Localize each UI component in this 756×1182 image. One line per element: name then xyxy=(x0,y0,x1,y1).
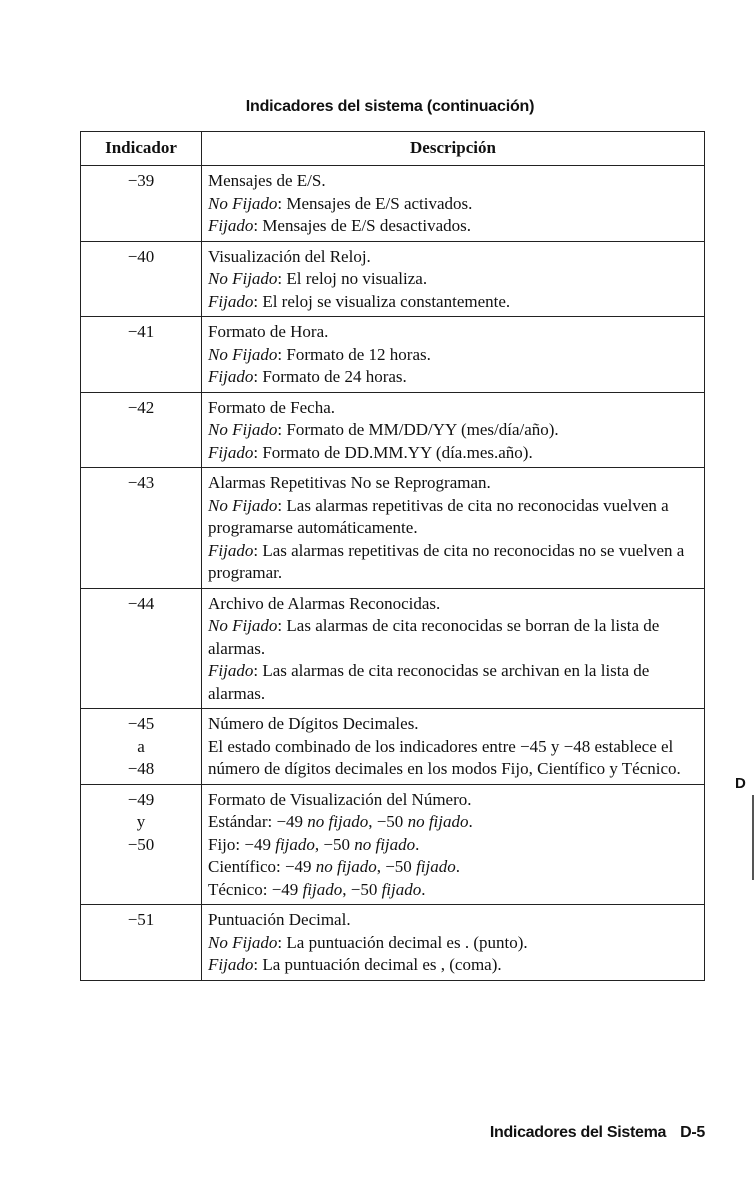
flag-state-label: Fijado xyxy=(208,661,254,680)
flag-state-label: No Fijado xyxy=(208,344,278,364)
flag-state-label: No Fijado xyxy=(208,420,278,439)
table-row xyxy=(81,784,705,905)
flag-state-text: fijado xyxy=(302,879,343,899)
flag-state-text: no fijado xyxy=(354,834,416,854)
description-line xyxy=(208,268,698,291)
flag-state-text: no fijado xyxy=(407,812,469,831)
description-line xyxy=(208,397,698,420)
indicator-cell xyxy=(81,468,202,589)
description-text: : El reloj no visualiza. xyxy=(277,269,428,288)
description-line xyxy=(208,879,698,902)
description-text: : Formato de 24 horas. xyxy=(253,367,407,386)
description-cell xyxy=(202,317,705,393)
table-row xyxy=(81,317,705,393)
description-line xyxy=(208,215,698,238)
description-line xyxy=(208,472,698,495)
indicator-value: −40 xyxy=(127,246,155,266)
indicator-cell xyxy=(81,241,202,317)
description-line xyxy=(208,193,698,216)
description-text: : Las alarmas de cita reconocidas se archivan en la lista de alarmas. xyxy=(208,661,650,703)
flag-state-label: No Fijado xyxy=(208,495,278,515)
description-text: : Las alarmas de cita reconocidas se borran de la lista de alarmas. xyxy=(208,616,660,658)
indicator-value: −42 xyxy=(127,397,155,417)
page-footer xyxy=(490,1124,705,1142)
description-cell xyxy=(202,905,705,981)
section-tab-rule xyxy=(752,795,754,880)
indicator-value: −49 xyxy=(127,789,155,809)
table-row xyxy=(81,905,705,981)
description-cell xyxy=(202,166,705,242)
header-indicator: Indicador xyxy=(81,132,202,166)
flag-state-label: Fijado xyxy=(208,367,254,386)
description-line xyxy=(208,660,698,705)
description-line xyxy=(208,419,698,442)
description-line xyxy=(208,291,698,314)
description-line xyxy=(208,321,698,344)
indicator-value: −43 xyxy=(127,473,155,492)
description-line xyxy=(208,540,698,585)
system-flags-table xyxy=(80,131,705,981)
indicator-cell xyxy=(81,588,202,709)
description-line xyxy=(208,932,698,955)
description-cell xyxy=(202,392,705,468)
flag-state-label: No Fijado xyxy=(208,932,278,952)
footer-section-title: Indicadores del Sistema xyxy=(489,1124,667,1141)
flag-state-text: fijado xyxy=(275,834,315,854)
description-line xyxy=(208,442,698,465)
description-line xyxy=(208,170,698,193)
description-text: Mensajes de E/S. xyxy=(208,171,326,190)
flag-state-text: fijado xyxy=(416,857,456,876)
indicator-value: −41 xyxy=(127,322,155,341)
description-cell xyxy=(202,241,705,317)
flag-state-text: no fijado xyxy=(315,857,377,876)
indicator-cell xyxy=(81,709,202,785)
flag-state-label: Fijado xyxy=(208,540,254,560)
description-text: . xyxy=(468,812,473,831)
flag-state-label: No Fijado xyxy=(208,193,278,213)
table-caption: Indicadores del sistema (continuación) xyxy=(245,98,535,115)
description-line xyxy=(208,366,698,389)
indicator-value: −45 xyxy=(127,714,155,733)
description-text: : Formato de DD.MM.YY (día.mes.año). xyxy=(253,442,533,462)
description-cell xyxy=(202,784,705,905)
indicator-cell xyxy=(81,166,202,242)
description-text: : La puntuación decimal es . (punto). xyxy=(277,932,528,952)
description-text: Formato de Visualización del Número. xyxy=(208,789,472,809)
description-text: , −50 xyxy=(376,857,417,876)
description-line xyxy=(208,615,698,660)
description-text: Puntuación Decimal. xyxy=(208,910,351,929)
description-line xyxy=(208,736,698,781)
description-line xyxy=(208,593,698,616)
description-line xyxy=(208,856,698,879)
description-line xyxy=(208,811,698,834)
flag-state-text: fijado xyxy=(381,879,422,899)
description-text: , −50 xyxy=(368,812,408,831)
flag-state-label: Fijado xyxy=(208,955,254,974)
flag-state-text: no fijado xyxy=(307,812,369,831)
indicator-cell xyxy=(81,905,202,981)
description-text: , −50 xyxy=(342,879,382,899)
description-text: , −50 xyxy=(314,834,355,854)
description-line xyxy=(208,246,698,269)
description-text: Alarmas Repetitivas No se Reprograman. xyxy=(208,473,491,492)
table-body xyxy=(81,166,705,981)
description-text: Estándar: −49 xyxy=(208,812,308,831)
description-text: : Formato de MM/DD/YY (mes/día/año). xyxy=(277,420,559,439)
description-cell xyxy=(202,588,705,709)
indicator-value: −44 xyxy=(127,593,155,613)
description-cell xyxy=(202,709,705,785)
description-text: : Las alarmas repetitivas de cita no reconocidas no se vuelven a programar. xyxy=(208,540,685,582)
section-tab: D xyxy=(735,775,746,792)
description-line xyxy=(208,713,698,736)
description-text: El estado combinado de los indicadores entre −45 y −48 establece el número de dígitos decimales en los modos Fijo, Científico y Técnico. xyxy=(208,736,681,778)
description-line xyxy=(208,789,698,812)
description-line xyxy=(208,954,698,977)
flag-state-label: Fijado xyxy=(208,291,254,311)
description-text: : El reloj se visualiza constantemente. xyxy=(253,291,511,311)
description-text: . xyxy=(421,879,426,899)
description-line xyxy=(208,495,698,540)
description-line xyxy=(208,909,698,932)
description-text: Número de Dígitos Decimales. xyxy=(208,714,419,733)
indicator-value: a xyxy=(137,736,145,756)
description-line xyxy=(208,834,698,857)
description-text: Archivo de Alarmas Reconocidas. xyxy=(208,593,441,613)
description-text: Visualización del Reloj. xyxy=(208,246,371,266)
table-row xyxy=(81,166,705,242)
header-description: Descripción xyxy=(202,132,705,166)
table-row xyxy=(81,468,705,589)
description-text: : Mensajes de E/S desactivados. xyxy=(253,216,471,235)
description-text: : Mensajes de E/S activados. xyxy=(277,193,473,213)
table-row xyxy=(81,709,705,785)
flag-state-label: Fijado xyxy=(208,216,254,235)
table-row xyxy=(81,241,705,317)
description-text: Fijo: −49 xyxy=(208,834,276,854)
table-row xyxy=(81,392,705,468)
description-text: : Las alarmas repetitivas de cita no reconocidas vuelven a programarse automáticamente. xyxy=(208,495,669,537)
description-text: Formato de Hora. xyxy=(208,322,329,341)
description-text: Científico: −49 xyxy=(208,857,316,876)
description-text: : La puntuación decimal es , (coma). xyxy=(253,955,502,974)
flag-state-label: No Fijado xyxy=(208,616,278,635)
indicator-value: −39 xyxy=(127,171,155,190)
indicator-value: y xyxy=(136,812,146,831)
description-cell xyxy=(202,468,705,589)
page-number: D-5 xyxy=(680,1124,705,1141)
flag-state-label: Fijado xyxy=(208,442,254,462)
description-line xyxy=(208,344,698,367)
description-text: . xyxy=(455,857,460,876)
indicator-cell xyxy=(81,317,202,393)
indicator-value: −48 xyxy=(127,759,155,778)
indicator-cell xyxy=(81,392,202,468)
indicator-cell xyxy=(81,784,202,905)
description-text: Formato de Fecha. xyxy=(208,397,335,417)
description-text: Técnico: −49 xyxy=(208,879,303,899)
indicator-value: −51 xyxy=(127,910,155,929)
indicator-value: −50 xyxy=(127,834,155,854)
description-text: : Formato de 12 horas. xyxy=(277,344,431,364)
table-row xyxy=(81,588,705,709)
flag-state-label: No Fijado xyxy=(208,269,278,288)
description-text: . xyxy=(415,834,420,854)
table-header-row xyxy=(81,132,705,166)
